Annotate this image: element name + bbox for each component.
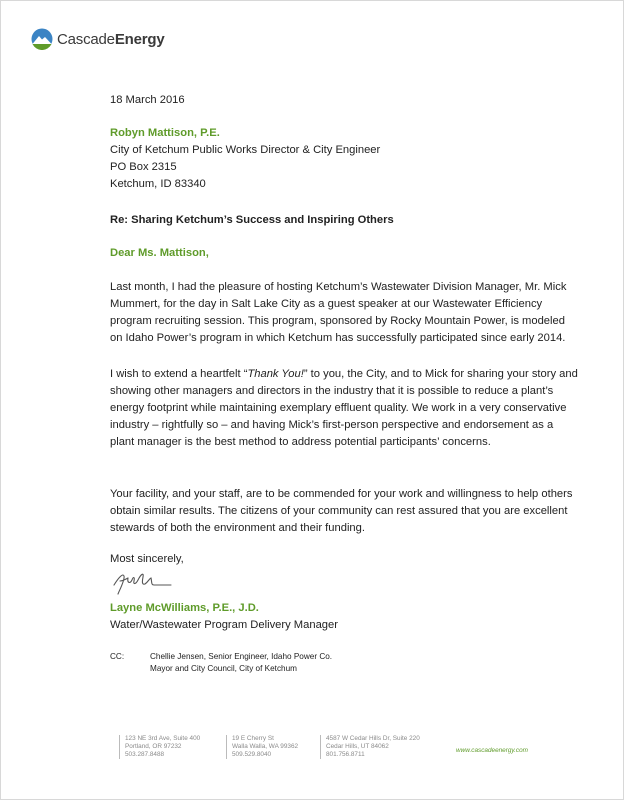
- recipient-title: City of Ketchum Public Works Director & City Engineer: [110, 144, 381, 156]
- body-paragraph-2: [110, 366, 580, 451]
- company-name-part1: Cascade: [57, 30, 115, 48]
- company-logo: [31, 28, 164, 50]
- signer-title: Water/Wastewater Program Delivery Manager: [110, 619, 338, 631]
- office-address-cedar-hills: [320, 735, 420, 759]
- signer-name: Layne McWilliams, P.E., J.D.: [110, 602, 259, 614]
- office-street: 123 NE 3rd Ave, Suite 400: [125, 735, 201, 742]
- office-city: Cedar Hills, UT 84062: [326, 743, 389, 750]
- company-name-part2: Energy: [114, 30, 165, 48]
- paragraph-2-rest: ” to you, the City, and to Mick for sharing your story and showing other managers and directors in the industry that it is possible to reduce a plant’s energy footprint while maintaining exemplary effluent quality. We work in a very conservative industry – rightfully so – and having Mick’s first-person perspective and endorsement as a plant manager is the best method to address potential participants’ concerns.: [110, 368, 578, 448]
- cc-list: [150, 651, 332, 675]
- paragraph-2-start: I wish to extend a heartfelt “: [110, 368, 248, 380]
- company-name: [57, 31, 164, 48]
- office-phone: 503.287.8488: [125, 751, 165, 758]
- cc-recipient: Mayor and City Council, City of Ketchum: [150, 664, 297, 673]
- closing: Most sincerely,: [110, 553, 184, 565]
- mountain-logo-icon: [31, 28, 53, 50]
- office-address-walla-walla: [226, 735, 298, 759]
- cc-recipient: Chellie Jensen, Senior Engineer, Idaho Power Co.: [150, 652, 333, 661]
- office-phone: 509.529.8040: [232, 751, 272, 758]
- cc-block: [110, 651, 332, 675]
- salutation: Dear Ms. Mattison,: [110, 247, 209, 259]
- office-city: Walla Walla, WA 99362: [232, 743, 299, 750]
- handwritten-signature: [111, 567, 173, 597]
- body-paragraph-1: Last month, I had the pleasure of hosting Ketchum’s Wastewater Division Manager, Mr. Mick Mummert, for the day in Salt Lake City as a guest speaker at our Wastewater Efficiency program recruiting session. This program, sponsored by Rocky Mountain Power, is modeled on Idaho Power’s program in which Ketchum has successfully participated since early 2014.: [110, 281, 567, 344]
- signer-block: [110, 600, 580, 634]
- thank-you-emphasis: Thank You!: [247, 368, 304, 380]
- recipient-address-line1: PO Box 2315: [110, 161, 177, 173]
- body-paragraph-3: Your facility, and your staff, are to be commended for your work and willingness to help others obtain similar results. The citizens of your community can rest assured that you are excellent stewards of both the environment and their funding.: [110, 488, 573, 534]
- website-link[interactable]: www.cascadeenergy.com: [456, 747, 528, 754]
- cc-label: CC:: [110, 652, 125, 661]
- office-city: Portland, OR 97232: [125, 743, 182, 750]
- letter-date: 18 March 2016: [110, 94, 185, 106]
- office-address-portland: [119, 735, 200, 759]
- office-street: 19 E Cherry St: [232, 735, 274, 742]
- letter-subject: Re: Sharing Ketchum’s Success and Inspiring Others: [110, 214, 394, 226]
- recipient-block: [110, 125, 580, 193]
- office-street: 4587 W Cedar Hills Dr, Suite 220: [326, 735, 420, 742]
- office-phone: 801.756.8711: [326, 751, 365, 758]
- recipient-name: Robyn Mattison, P.E.: [110, 127, 220, 139]
- recipient-address-line2: Ketchum, ID 83340: [110, 178, 206, 190]
